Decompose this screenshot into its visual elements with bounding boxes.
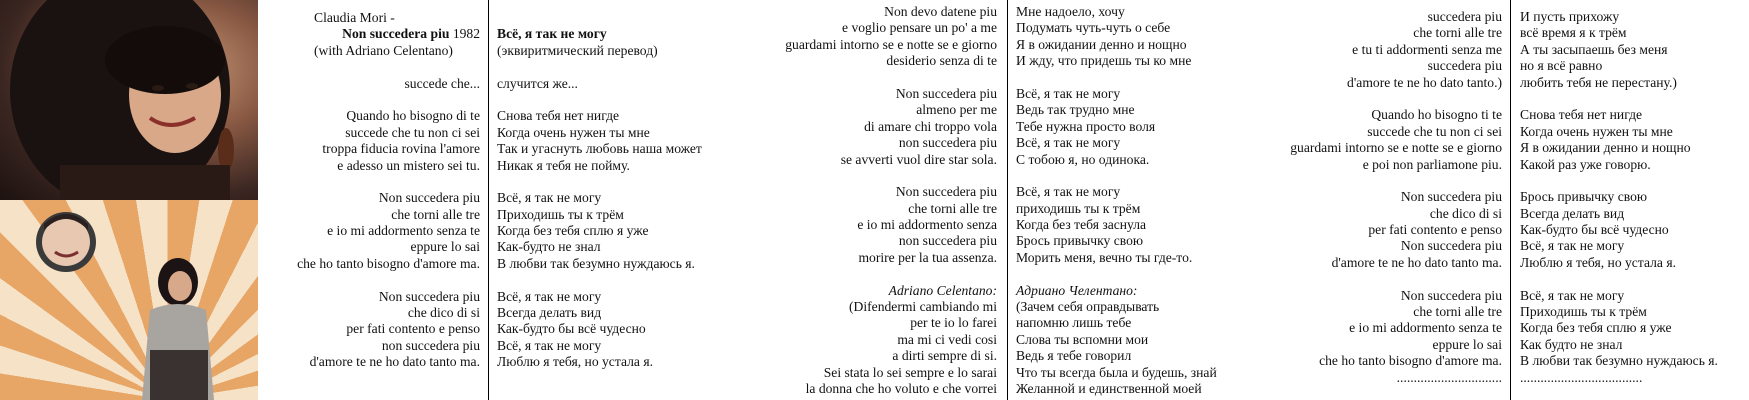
russian-lyric-line: Всё, я так не могу [497, 190, 602, 206]
italian-lyric-line: Quando ho bisogno ti te [1371, 107, 1502, 123]
italian-lyric-line: (Difendermi cambiando mi [849, 299, 997, 315]
italian-lyric-line: se avverti vuol dire star sola. [840, 151, 997, 167]
italian-lyric-line: Non succedera piu [895, 184, 997, 200]
italian-lyric-line: che ho tanto bisogno d'amore ma. [1319, 353, 1502, 369]
russian-lyric-line: В любви так безумно нуждаюсь я. [497, 255, 695, 271]
russian-lyric-line: Подумать чуть-чуть о себе [1016, 20, 1171, 36]
russian-lyric-line: Люблю я тебя, но устала я. [497, 354, 653, 370]
russian-lyric-line: Адриано Челентано: [1016, 282, 1138, 298]
russian-lyric-line: Какой раз уже говорю. [1520, 156, 1651, 172]
italian-lyric-line: morire per la tua assenza. [858, 249, 997, 265]
italian-lyric-line: Non succedera piu [378, 190, 480, 206]
col1-russian [497, 0, 737, 371]
italian-lyric-line: d'amore te ne ho dato tanto.) [1347, 74, 1502, 90]
italian-lyric-line: succede che tu non ci sei [345, 124, 480, 140]
italian-lyric-line: Non succedera piu [1400, 287, 1502, 303]
col3-divider [1510, 0, 1511, 400]
russian-lyric-line: Тебе нужна просто воля [1016, 118, 1156, 134]
russian-lyric-line: С тобою я, но одинока. [1016, 151, 1150, 167]
russian-lyric-line: но я всё равно [1520, 58, 1603, 74]
russian-lyric-line: Люблю я тебя, но устала я. [1520, 254, 1676, 270]
italian-lyric-line: che torni alle tre [1413, 304, 1502, 320]
stanza-gap [260, 174, 480, 190]
italian-lyric-line: Non devo datene piu [884, 4, 997, 19]
italian-lyric-line: di amare chi troppo vola [864, 118, 997, 134]
russian-lyric-line: Как будто не знал [1520, 336, 1623, 352]
italian-lyric-line: Adriano Celentano: [888, 282, 997, 298]
italian-lyric-line: almeno per me [916, 102, 997, 118]
stanza-gap [1520, 173, 1745, 189]
stanza-gap [736, 168, 997, 184]
italian-lyric-line: che dico di si [1429, 205, 1502, 221]
italian-lyric-line: non succedera piu [898, 233, 997, 249]
stanza-gap [1520, 271, 1745, 287]
stanza-gap [1246, 271, 1502, 287]
stanza-gap [1016, 266, 1256, 282]
col2-italian [736, 0, 997, 397]
russian-lyric-line: Приходишь ты к трём [1520, 304, 1647, 320]
russian-lyric-line: Как-будто не знал [497, 239, 601, 255]
featuring-label: (with Adriano Celentano) [314, 42, 453, 58]
italian-lyric-line: Non succedera piu [378, 288, 480, 304]
russian-lyric-line: Когда очень нужен ты мне [497, 124, 650, 140]
russian-lyric-line: случится же... [497, 75, 578, 91]
russian-lyric-line: Когда очень нужен ты мне [1520, 123, 1673, 139]
italian-lyric-line: d'amore te ne ho dato tanto ma. [309, 354, 480, 370]
italian-lyric-line: che torni alle tre [1413, 25, 1502, 41]
italian-lyric-line: non succedera piu [898, 135, 997, 151]
russian-lyric-line: всё время я к трём [1520, 25, 1627, 41]
col3-italian [1246, 0, 1502, 386]
italian-lyric-line: Non succedera piu [895, 85, 997, 101]
russian-lyric-line: Брось привычку свою [1016, 233, 1144, 249]
col1-italian [260, 0, 480, 371]
russian-lyric-line: Всё, я так не могу [1520, 238, 1625, 254]
stanza-gap [1520, 91, 1745, 107]
italian-lyric-line: troppa fiducia rovina l'amore [322, 141, 480, 157]
artist-label: Claudia Mori - [314, 10, 395, 25]
italian-lyric-line: e io mi addormento senza te [327, 223, 480, 239]
russian-lyric-line: Всегда делать вид [497, 305, 602, 321]
stanza-gap [260, 92, 480, 108]
russian-lyric-line: Так и угаснуть любовь наша может [497, 141, 702, 157]
russian-lyric-line: Всё, я так не могу [1016, 85, 1121, 101]
stanza-gap [260, 272, 480, 288]
italian-lyric-line: per fati contento e penso [1368, 222, 1502, 238]
russian-lyric-line: И пусть прихожу [1520, 9, 1620, 24]
russian-lyric-line: Ведь я тебе говорил [1016, 348, 1132, 364]
russian-lyric-line: Как-будто бы всё чудесно [1520, 222, 1669, 238]
russian-lyric-line: Всё, я так не могу [497, 337, 602, 353]
italian-lyric-line: e tu ti addormenti senza me [1352, 41, 1502, 57]
italian-lyric-line: e io mi addormento senza te [1349, 320, 1502, 336]
italian-lyric-line: che torni alle tre [908, 200, 997, 216]
stanza-gap [497, 174, 737, 190]
stanza-gap [497, 272, 737, 288]
ru-subtitle: (эквиритмический перевод) [497, 42, 658, 58]
italian-lyric-line: per te io lo farei [910, 315, 997, 331]
italian-lyric-line: che ho tanto bisogno d'amore ma. [297, 255, 480, 271]
italian-lyric-line: e adesso un mistero sei tu. [337, 157, 480, 173]
stanza-gap [1016, 70, 1256, 86]
stanza-gap [1246, 91, 1502, 107]
italian-lyric-line: e poi non parliamone piu. [1362, 156, 1502, 172]
italian-lyric-line: eppure lo sai [1432, 336, 1502, 352]
italian-lyric-line: eppure lo sai [410, 239, 480, 255]
russian-lyric-line: Я в ожидании денно и нощно [1016, 36, 1187, 52]
russian-lyric-line: приходишь ты к трём [1016, 200, 1141, 216]
russian-lyric-line: Как-будто бы всё чудесно [497, 321, 646, 337]
russian-lyric-line: (Зачем себя оправдывать [1016, 299, 1160, 315]
italian-lyric-line: guardami intorno se e notte se e giorno [1290, 140, 1502, 156]
russian-lyric-line: Когда без тебя сплю я уже [497, 223, 649, 239]
italian-lyric-line: succede che tu non ci sei [1367, 123, 1502, 139]
song-title: Non succedera piu [342, 26, 450, 42]
singer-portrait-photo [0, 0, 258, 200]
russian-lyric-line: Что ты всегда была и будешь, знай [1016, 364, 1217, 380]
italian-lyric-line: e io mi addormento senza [857, 217, 997, 233]
italian-lyric-line: e voglio pensare un po' a me [842, 20, 997, 36]
italian-lyric-line: Quando ho bisogno di te [346, 108, 480, 124]
italian-lyric-line: guardami intorno se e notte se e giorno [785, 36, 997, 52]
italian-lyric-line: che dico di si [407, 305, 480, 321]
russian-lyric-line: Брось привычку свою [1520, 189, 1648, 205]
italian-lyric-line: per fati contento e penso [346, 321, 480, 337]
stage-performance-photo [0, 200, 258, 400]
italian-lyric-line: la donna che ho voluto e che vorrei [805, 380, 997, 396]
song-year: 1982 [452, 26, 480, 42]
stanza-gap [497, 92, 737, 108]
col1-divider [488, 0, 489, 400]
russian-lyric-line: любить тебя не перестану.) [1520, 74, 1677, 90]
russian-lyric-line: Всегда делать вид [1520, 205, 1625, 221]
ru-title: Всё, я так не могу [497, 26, 607, 42]
stanza-gap [1246, 173, 1502, 189]
italian-lyric-line: succede che... [404, 75, 480, 91]
italian-lyric-line: non succedera piu [381, 337, 480, 353]
russian-lyric-line: Я в ожидании денно и нощно [1520, 140, 1691, 156]
russian-lyric-line: .................................... [1520, 369, 1643, 385]
italian-lyric-line: Non succedera piu [1400, 238, 1502, 254]
russian-lyric-line: Приходишь ты к трём [497, 206, 624, 222]
russian-lyric-line: Всё, я так не могу [1016, 184, 1121, 200]
russian-lyric-line: Снова тебя нет нигде [1520, 107, 1643, 123]
italian-lyric-line: che torni alle tre [391, 206, 480, 222]
russian-lyric-line: В любви так безумно нуждаюсь я. [1520, 353, 1718, 369]
russian-lyric-line: Всё, я так не могу [1016, 135, 1121, 151]
russian-lyric-line: Морить меня, вечно ты где-то. [1016, 249, 1193, 265]
col2-russian [1016, 0, 1256, 397]
italian-lyric-line: desiderio senza di te [886, 53, 997, 69]
russian-lyric-line: Никак я тебя не пойму. [497, 157, 630, 173]
song-title-line [260, 26, 480, 42]
russian-lyric-line: А ты засыпаешь без меня [1520, 41, 1668, 57]
russian-lyric-line: Мне надоело, хочу [1016, 4, 1125, 19]
italian-lyric-line: Non succedera piu [1400, 189, 1502, 205]
russian-lyric-line: Снова тебя нет нигде [497, 108, 620, 124]
russian-lyric-line: Всё, я так не могу [497, 288, 602, 304]
italian-lyric-line: ............................... [1396, 369, 1502, 385]
russian-lyric-line: напомню лишь тебе [1016, 315, 1132, 331]
russian-lyric-line: Когда без тебя сплю я уже [1520, 320, 1672, 336]
italian-lyric-line: Sei stata lo sei sempre e lo sarai [823, 364, 997, 380]
italian-lyric-line: a dirti sempre di si. [892, 348, 997, 364]
italian-lyric-line: succedera piu [1427, 9, 1502, 24]
russian-lyric-line: Ведь так трудно мне [1016, 102, 1135, 118]
col3-russian [1520, 0, 1745, 386]
russian-lyric-line: Слова ты вспомни мои [1016, 331, 1149, 347]
italian-lyric-line: ma mi ci vedi cosi [897, 331, 997, 347]
stanza-gap [1016, 168, 1256, 184]
russian-lyric-line: Когда без тебя заснула [1016, 217, 1147, 233]
russian-lyric-line: И жду, что придешь ты ко мне [1016, 53, 1192, 69]
russian-lyric-line: Всё, я так не могу [1520, 287, 1625, 303]
italian-lyric-line: succedera piu [1427, 58, 1502, 74]
russian-lyric-line: Желанной и единственной моей [1016, 380, 1202, 396]
italian-lyric-line: d'amore te ne ho dato tanto ma. [1331, 254, 1502, 270]
stanza-gap [736, 266, 997, 282]
stanza-gap [736, 70, 997, 86]
col2-divider [1007, 0, 1008, 400]
